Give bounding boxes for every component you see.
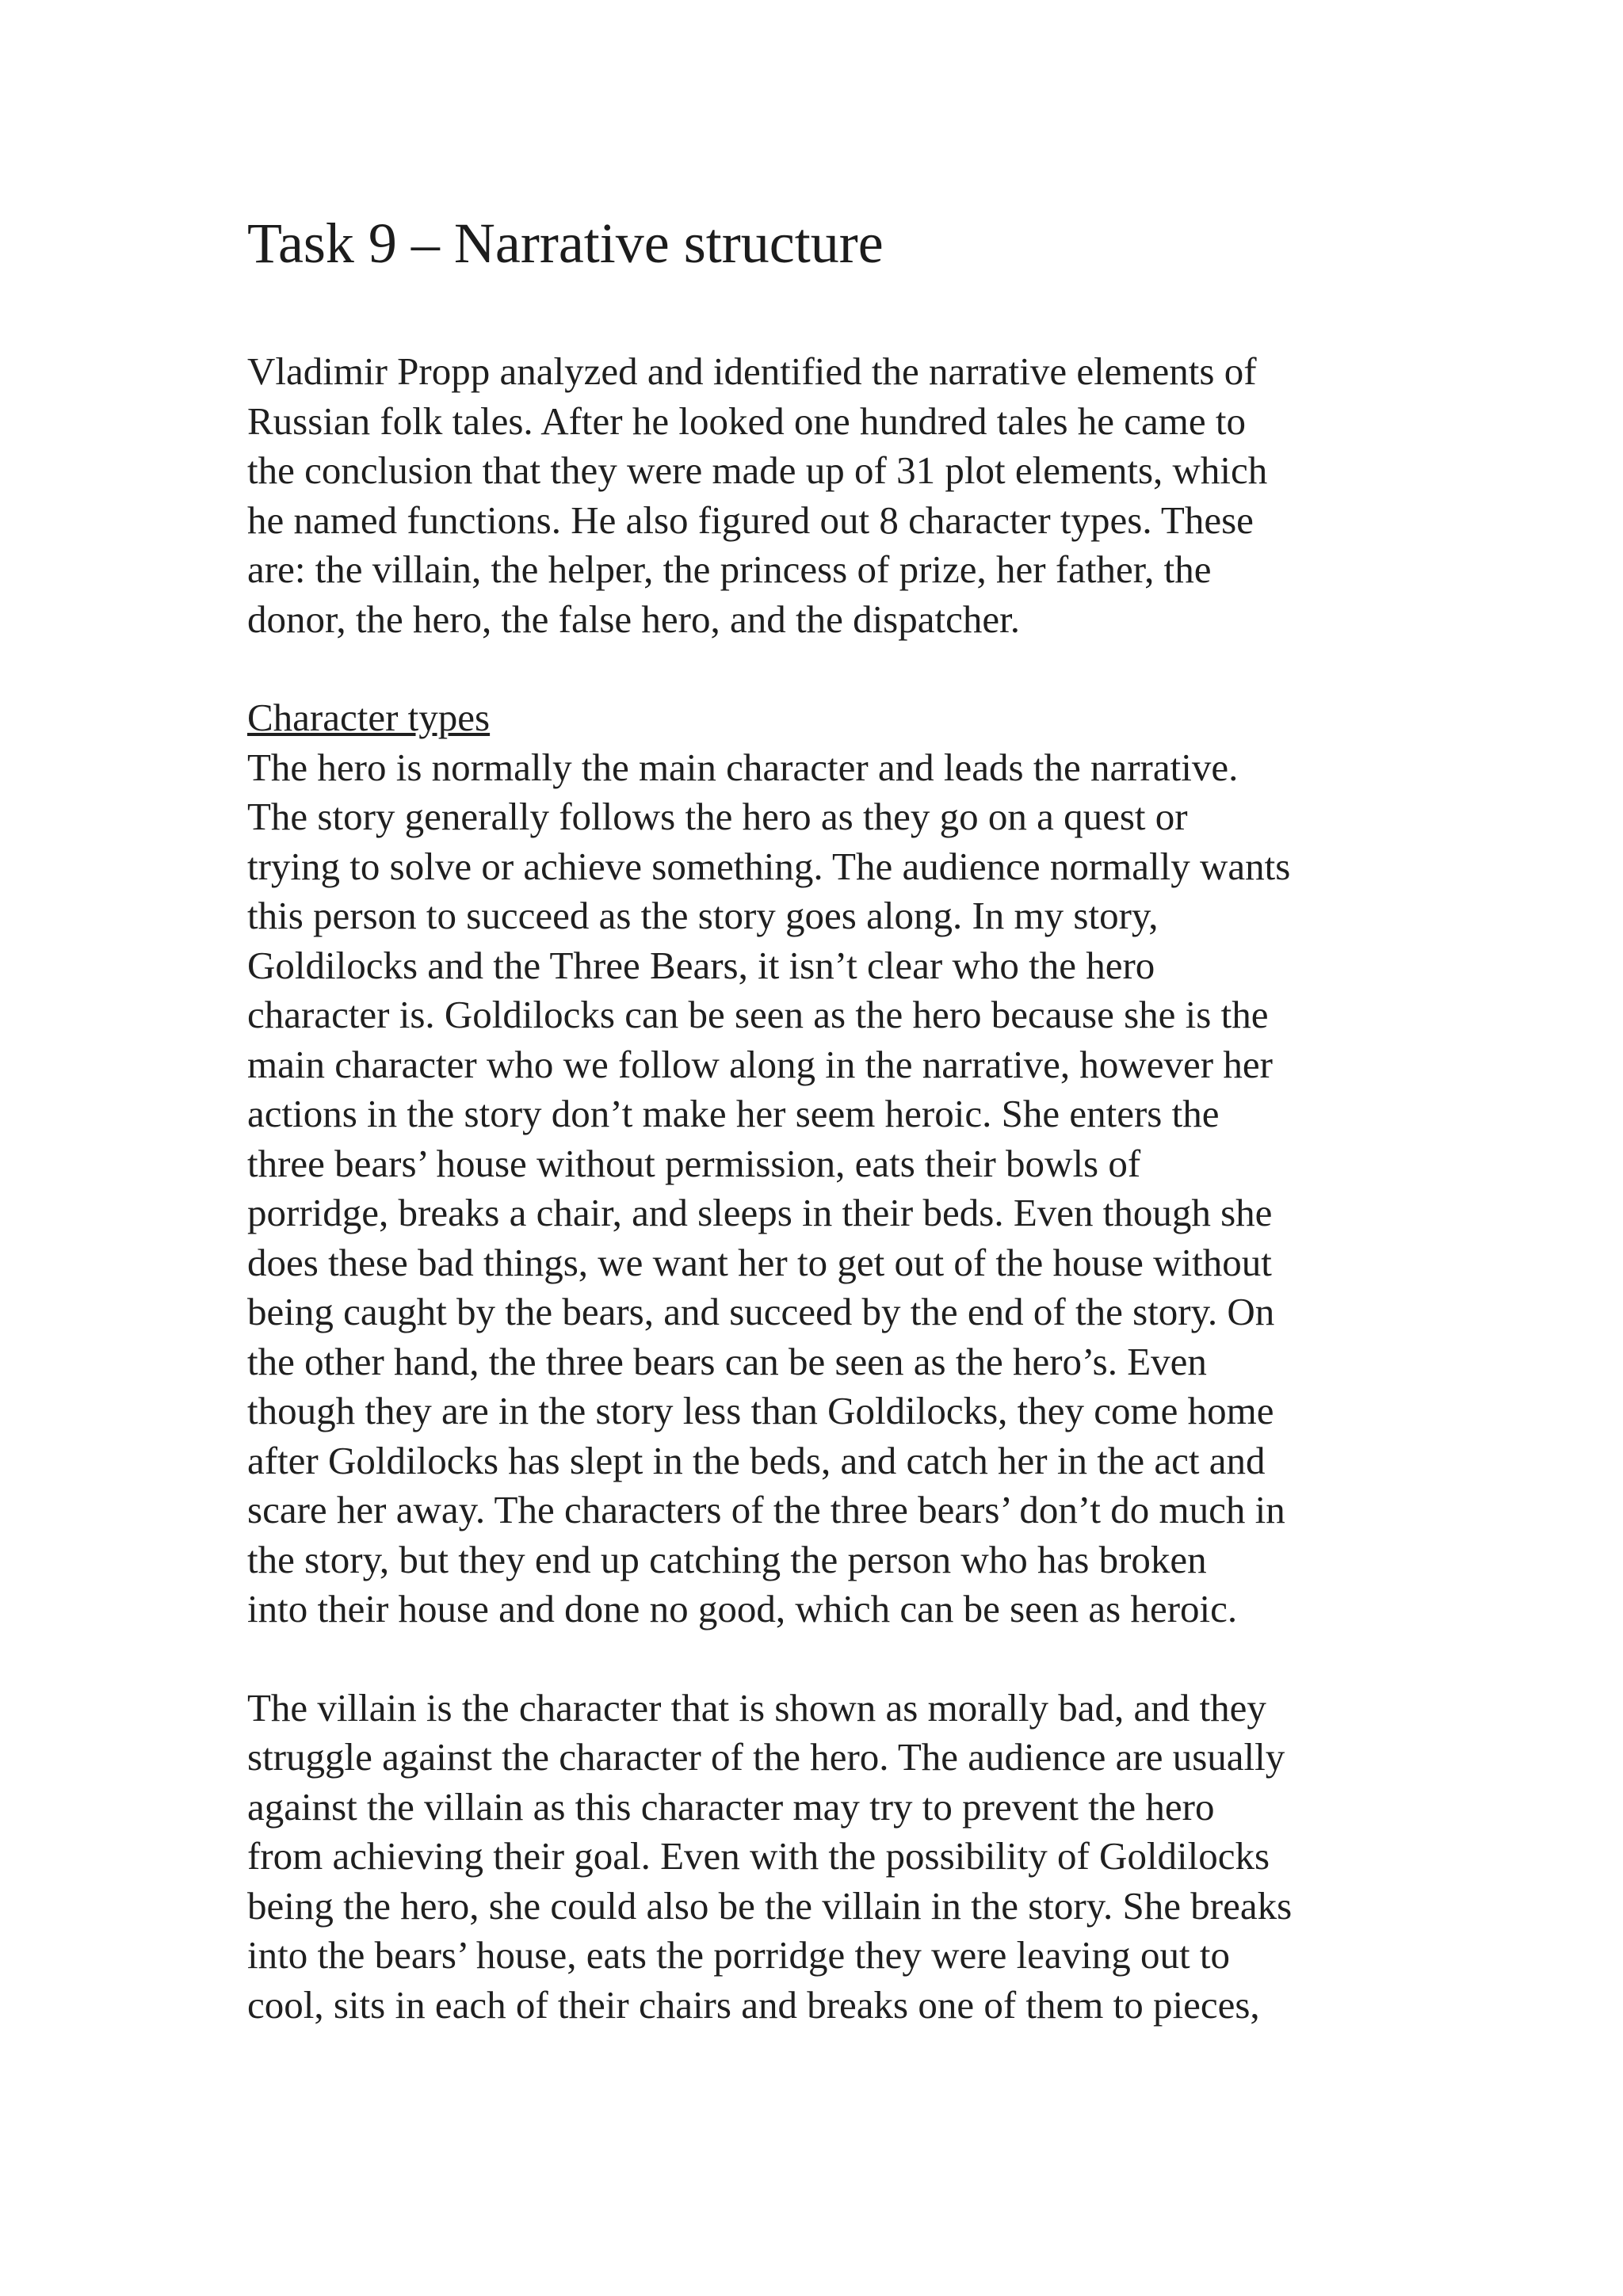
section-heading: Character types bbox=[247, 696, 491, 739]
text-line: actions in the story don’t make her seem heroic. She enters the bbox=[247, 1092, 1220, 1135]
text-line: he named functions. He also figured out 8 character types. These bbox=[247, 498, 1254, 542]
text-line: into their house and done no good, which can be seen as heroic. bbox=[247, 1587, 1238, 1630]
text-line: Vladimir Propp analyzed and identified the narrative elements of bbox=[247, 349, 1257, 393]
text-line: three bears’ house without permission, eats their bowls of bbox=[247, 1141, 1141, 1185]
text-line: main character who we follow along in the narrative, however her bbox=[247, 1042, 1273, 1086]
text-line: being caught by the bears, and succeed by the end of the story. On bbox=[247, 1290, 1275, 1333]
text-line: against the villain as this character may try to prevent the hero bbox=[247, 1784, 1215, 1829]
text-line: the other hand, the three bears can be seen as the hero’s. Even bbox=[247, 1339, 1207, 1383]
text-line: trying to solve or achieve something. The audience normally wants bbox=[247, 844, 1291, 888]
text-line: though they are in the story less than Goldilocks, they come home bbox=[247, 1389, 1274, 1432]
text-line: The hero is normally the main character and leads the narrative. bbox=[247, 745, 1239, 789]
text-line: struggle against the character of the hero. The audience are usually bbox=[247, 1735, 1285, 1779]
text-line: Russian folk tales. After he looked one hundred tales he came to bbox=[247, 399, 1247, 443]
text-line: the story, but they end up catching the person who has broken bbox=[247, 1537, 1207, 1581]
text-line: porridge, breaks a chair, and sleeps in their beds. Even though she bbox=[247, 1191, 1273, 1234]
text-line: does these bad things, we want her to get out of the house without bbox=[247, 1240, 1272, 1284]
text-line: scare her away. The characters of the three bears’ don’t do much in bbox=[247, 1488, 1285, 1531]
text-line: after Goldilocks has slept in the beds, and catch her in the act and bbox=[247, 1438, 1266, 1482]
text-line: the conclusion that they were made up of 31 plot elements, which bbox=[247, 448, 1268, 492]
text-line: being the hero, she could also be the villain in the story. She breaks bbox=[247, 1883, 1293, 1928]
text-line: character is. Goldilocks can be seen as the hero because she is the bbox=[247, 993, 1269, 1036]
text-line: from achieving their goal. Even with the possibility of Goldilocks bbox=[247, 1834, 1270, 1878]
text-line: donor, the hero, the false hero, and the dispatcher. bbox=[247, 597, 1020, 641]
document-content bbox=[247, 208, 1412, 2030]
text-line: The story generally follows the hero as they go on a quest or bbox=[247, 795, 1188, 838]
intro-paragraph bbox=[247, 347, 1412, 644]
text-line: cool, sits in each of their chairs and breaks one of them to pieces, bbox=[247, 1982, 1260, 2027]
villain-paragraph bbox=[247, 1684, 1412, 2031]
text-line: are: the villain, the helper, the princess of prize, her father, the bbox=[247, 547, 1212, 591]
page-title: Task 9 – Narrative structure bbox=[247, 212, 884, 275]
text-line: this person to succeed as the story goes along. In my story, bbox=[247, 894, 1159, 937]
text-line: Goldilocks and the Three Bears, it isn’t clear who the hero bbox=[247, 943, 1155, 987]
text-line: The villain is the character that is shown as morally bad, and they bbox=[247, 1685, 1266, 1730]
text-line: into the bears’ house, eats the porridge they were leaving out to bbox=[247, 1933, 1231, 1977]
hero-paragraph bbox=[247, 743, 1412, 1634]
